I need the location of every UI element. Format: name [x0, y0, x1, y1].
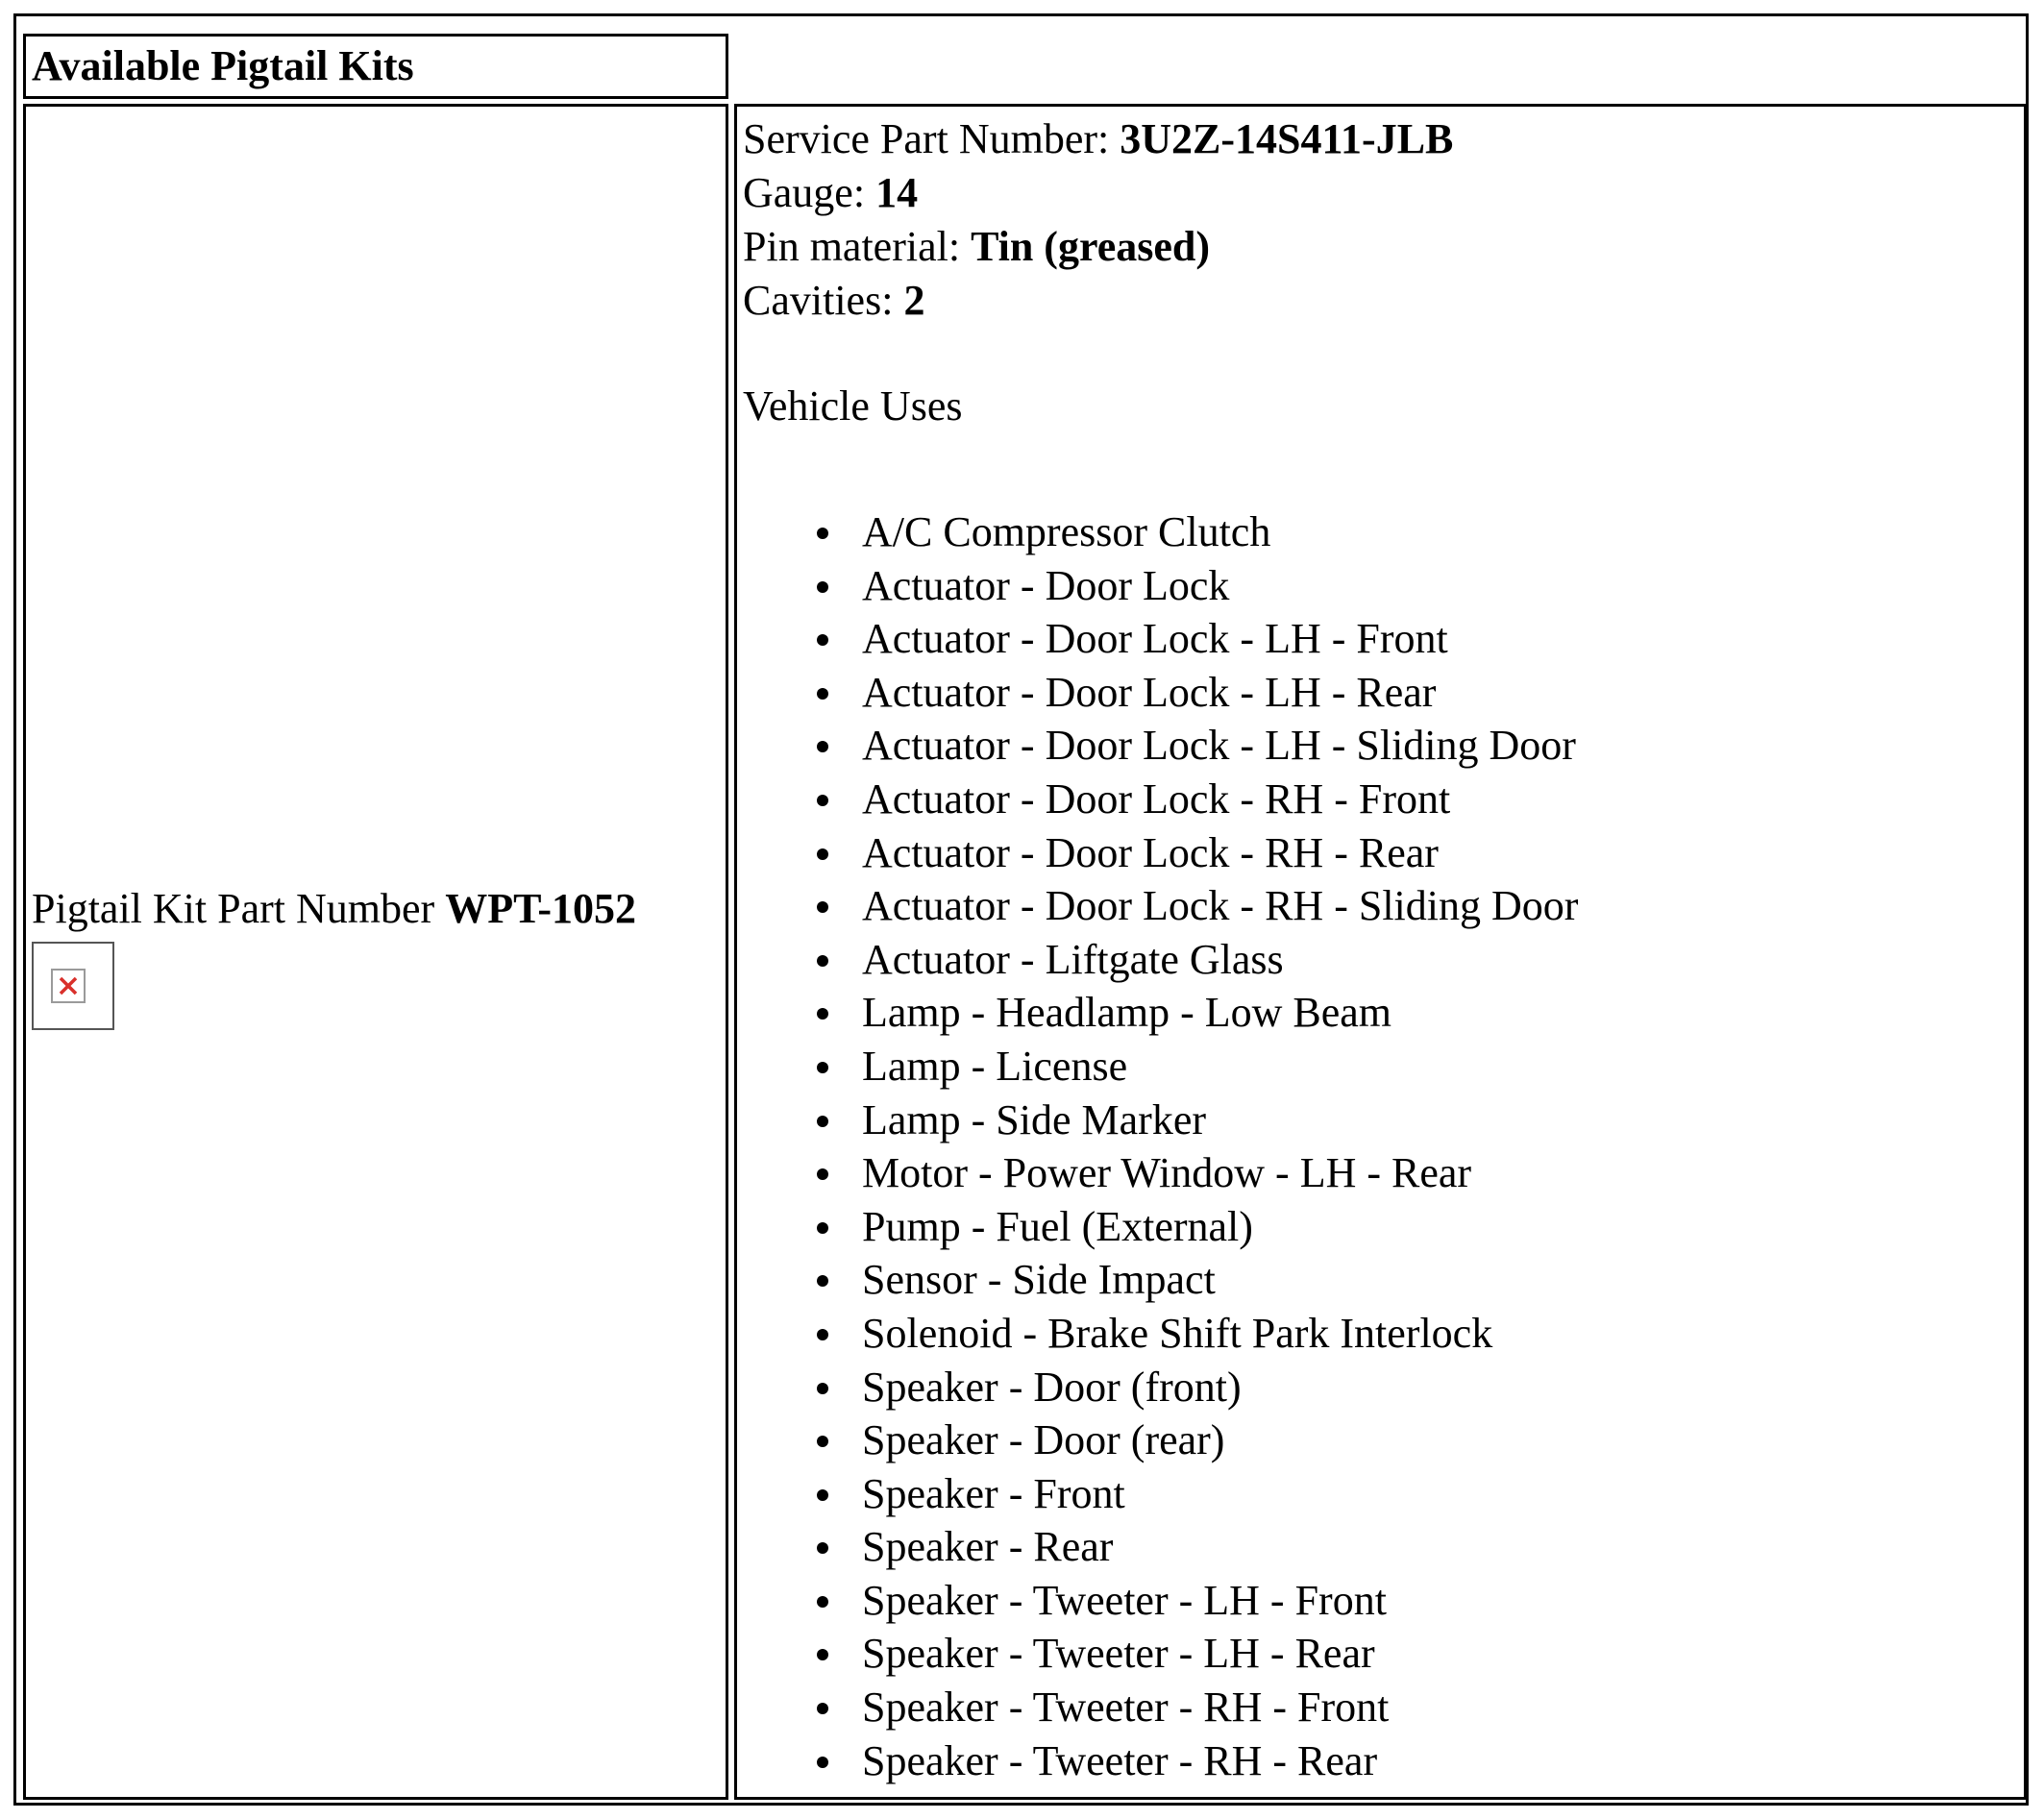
details-cell — [734, 104, 2027, 1800]
list-item-label: Actuator - Door Lock - LH - Sliding Door — [862, 722, 1576, 770]
list-item — [737, 1146, 1578, 1200]
bullet-icon — [817, 1757, 828, 1768]
kit-part-number — [32, 880, 636, 938]
kit-cell — [23, 104, 728, 1800]
list-item — [737, 666, 1578, 720]
list-item — [737, 1253, 1578, 1307]
list-item-label: Speaker - Tweeter - RH - Rear — [862, 1736, 1378, 1784]
list-item-label: Actuator - Door Lock - LH - Rear — [862, 668, 1437, 716]
list-item — [737, 1307, 1578, 1361]
cavities-value: 2 — [903, 277, 925, 324]
pin-material — [743, 220, 1453, 274]
list-item — [737, 1413, 1578, 1467]
bullet-icon — [817, 848, 828, 860]
list-item-label: Actuator - Door Lock — [862, 561, 1230, 609]
bullet-icon — [817, 795, 828, 806]
list-item-label: Lamp - Headlamp - Low Beam — [862, 989, 1392, 1037]
list-item-label: Lamp - Side Marker — [862, 1095, 1206, 1143]
list-item — [737, 1520, 1578, 1574]
spec-list — [743, 112, 1453, 328]
bullet-icon — [817, 1062, 828, 1073]
kit-part-value: WPT-1052 — [445, 885, 637, 932]
list-item — [737, 1361, 1578, 1414]
bullet-icon — [817, 1222, 828, 1234]
bullet-icon — [817, 1596, 828, 1608]
list-item — [737, 1094, 1578, 1147]
list-item — [737, 719, 1578, 773]
bullet-icon — [817, 1436, 828, 1447]
bullet-icon — [817, 901, 828, 913]
service-part-label: Service Part Number: — [743, 115, 1121, 162]
bullet-icon — [817, 634, 828, 646]
list-item-label: Speaker - Rear — [862, 1523, 1114, 1571]
list-item — [737, 879, 1578, 933]
bullet-icon — [817, 955, 828, 967]
bullet-icon — [817, 1542, 828, 1554]
kit-part-label: Pigtail Kit Part Number — [32, 885, 446, 932]
list-item-label: Actuator - Door Lock - RH - Rear — [862, 828, 1439, 876]
list-item — [737, 505, 1578, 559]
list-item — [737, 1200, 1578, 1254]
vehicle-uses-heading: Vehicle Uses — [743, 382, 963, 430]
list-item — [737, 933, 1578, 987]
gauge-label: Gauge: — [743, 169, 876, 216]
bullet-icon — [817, 1008, 828, 1020]
bullet-icon — [817, 1168, 828, 1180]
list-item — [737, 1681, 1578, 1734]
list-item-label: Actuator - Door Lock - RH - Front — [862, 774, 1451, 823]
list-item-label: Actuator - Door Lock - LH - Front — [862, 615, 1448, 663]
bullet-icon — [817, 688, 828, 700]
kit-content — [32, 880, 636, 1030]
bullet-icon — [817, 1116, 828, 1127]
bullet-icon — [817, 1703, 828, 1714]
list-item-label: Actuator - Liftgate Glass — [862, 935, 1284, 983]
table-title: Available Pigtail Kits — [32, 42, 414, 89]
list-item-label: Actuator - Door Lock - RH - Sliding Door — [862, 882, 1579, 930]
list-item-label: Sensor - Side Impact — [862, 1256, 1216, 1304]
list-item-label: Lamp - License — [862, 1042, 1128, 1090]
cavities-label: Cavities: — [743, 277, 904, 324]
list-item — [737, 1574, 1578, 1628]
bullet-icon — [817, 528, 828, 539]
bullet-icon — [817, 1275, 828, 1287]
broken-image-icon — [32, 942, 114, 1030]
list-item — [737, 559, 1578, 613]
bullet-icon — [817, 1489, 828, 1501]
gauge-value: 14 — [875, 169, 919, 216]
list-item-label: Speaker - Tweeter - LH - Rear — [862, 1630, 1375, 1678]
list-item — [737, 612, 1578, 666]
service-part-number — [743, 112, 1453, 166]
bullet-icon — [817, 581, 828, 593]
bullet-icon — [817, 1329, 828, 1340]
close-icon — [57, 974, 80, 997]
list-item-label: Speaker - Door (rear) — [862, 1416, 1225, 1464]
bullet-icon — [817, 741, 828, 752]
list-item — [737, 1734, 1578, 1788]
list-item-label: A/C Compressor Clutch — [862, 508, 1271, 555]
bullet-icon — [817, 1383, 828, 1394]
list-item — [737, 826, 1578, 880]
list-item-label: Solenoid - Brake Shift Park Interlock — [862, 1309, 1493, 1357]
service-part-value: 3U2Z-14S411-JLB — [1120, 115, 1454, 162]
list-item — [737, 1040, 1578, 1094]
bullet-icon — [817, 1649, 828, 1660]
list-item-label: Speaker - Tweeter - RH - Front — [862, 1684, 1390, 1732]
list-item — [737, 986, 1578, 1040]
list-item — [737, 773, 1578, 826]
cavities — [743, 274, 1453, 328]
list-item — [737, 1627, 1578, 1681]
list-item-label: Speaker - Tweeter - LH - Front — [862, 1576, 1387, 1624]
table-header — [23, 34, 728, 99]
pin-material-value: Tin (greased) — [971, 223, 1211, 270]
list-item — [737, 1467, 1578, 1521]
pin-material-label: Pin material: — [743, 223, 972, 270]
list-item-label: Pump - Fuel (External) — [862, 1202, 1253, 1250]
gauge — [743, 166, 1453, 220]
list-item-label: Motor - Power Window - LH - Rear — [862, 1149, 1472, 1197]
list-item-label: Speaker - Front — [862, 1469, 1125, 1517]
list-item-label: Speaker - Door (front) — [862, 1363, 1242, 1411]
vehicle-uses-list — [737, 505, 1578, 1787]
